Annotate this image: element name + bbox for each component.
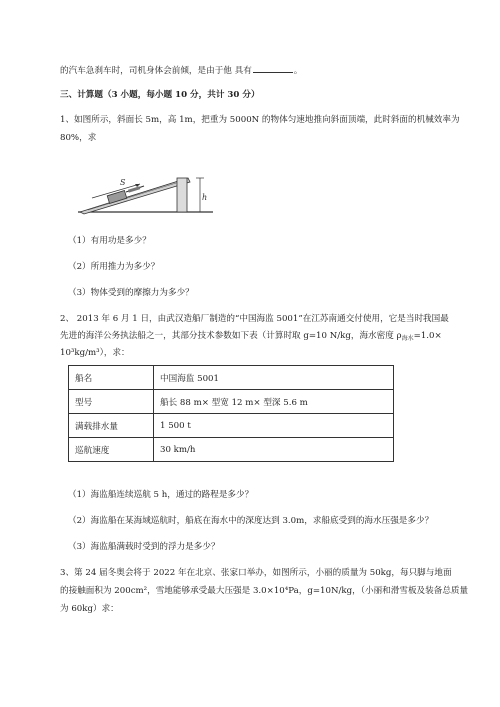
- label-s: S: [120, 178, 126, 187]
- problem-1-line-1: 1、如图所示，斜面长 5m，高 1m，把重为 5000N 的物体匀速地推向斜面顶端，此时斜面的机械效率为: [60, 115, 460, 125]
- text-fragment: =1.0×: [413, 331, 442, 341]
- text-line: [60, 63, 302, 77]
- section-heading: 三、计算题（3 小题，每小题 10 分，共计 30 分）: [60, 90, 260, 100]
- table-cell-value: 船长 88 m× 型宽 12 m× 型深 5.6 m: [154, 390, 394, 414]
- question-2-1: （1）海监船连续巡航 5 h，通过的路程是多少？: [68, 490, 254, 500]
- text-fragment: 的汽车急刹车时，司机身体会前倾，是由于他 具有: [60, 66, 252, 76]
- answer-blank: [253, 63, 293, 73]
- table-row: [69, 414, 394, 438]
- problem-2-line-2: [60, 330, 442, 345]
- question-1-2: （2）所用推力为多少？: [68, 262, 160, 272]
- label-h: h: [202, 193, 208, 202]
- question-1-1: （1）有用功是多少？: [68, 236, 151, 246]
- problem-1-line-2: 80%，求: [60, 133, 97, 143]
- question-2-3: （3）海监船满载时受到的浮力是多少？: [68, 542, 220, 552]
- table-row: [69, 366, 394, 390]
- problem-2-line-1: 2、 2013 年 6 月 1 日，由武汉造船厂制造的“中国海监 5001”在江苏南通交付使用，它是当时我国最: [60, 314, 449, 324]
- question-2-2: （2）海监船在某海域巡航时，船底在海水中的深度达到 3.0m，求船底受到的海水压强是多少？: [68, 516, 434, 526]
- problem-2-line-3: 10³kg/m³），求：: [60, 348, 130, 358]
- table-row: [69, 438, 394, 462]
- table-cell-key: 满载排水量: [69, 414, 154, 438]
- problem-3-line-3: 为 60kg）求：: [60, 604, 119, 614]
- question-1-3: （3）物体受到的摩擦力为多少？: [68, 288, 194, 298]
- incline-figure: [68, 160, 218, 222]
- table-cell-value: 中国海监 5001: [154, 366, 394, 390]
- ship-spec-table: [68, 365, 394, 462]
- table-cell-key: 船名: [69, 366, 154, 390]
- problem-3-line-1: 3、第 24 届冬奥会将于 2022 年在北京、张家口举办，如图所示，小丽的质量为 50kg，每只脚与地面: [60, 568, 452, 578]
- table-cell-key: 巡航速度: [69, 438, 154, 462]
- table-cell-value: 30 km/h: [154, 438, 394, 462]
- text-fragment: 。: [293, 66, 303, 76]
- table-row: [69, 390, 394, 414]
- problem-3-line-2: 的接触面积为 200cm²，雪地能够承受最大压强是 3.0×10⁴Pa，g=10N/kg，（小丽和滑雪板及装备总质量: [60, 586, 469, 596]
- text-fragment: 先进的海洋公务执法船之一，其部分技术参数如下表（计算时取 g=10 N/kg，海水密度 ρ: [60, 331, 402, 341]
- density-subscript: 海水: [401, 335, 414, 342]
- table-cell-value: 1 500 t: [154, 414, 394, 438]
- table-cell-key: 型号: [69, 390, 154, 414]
